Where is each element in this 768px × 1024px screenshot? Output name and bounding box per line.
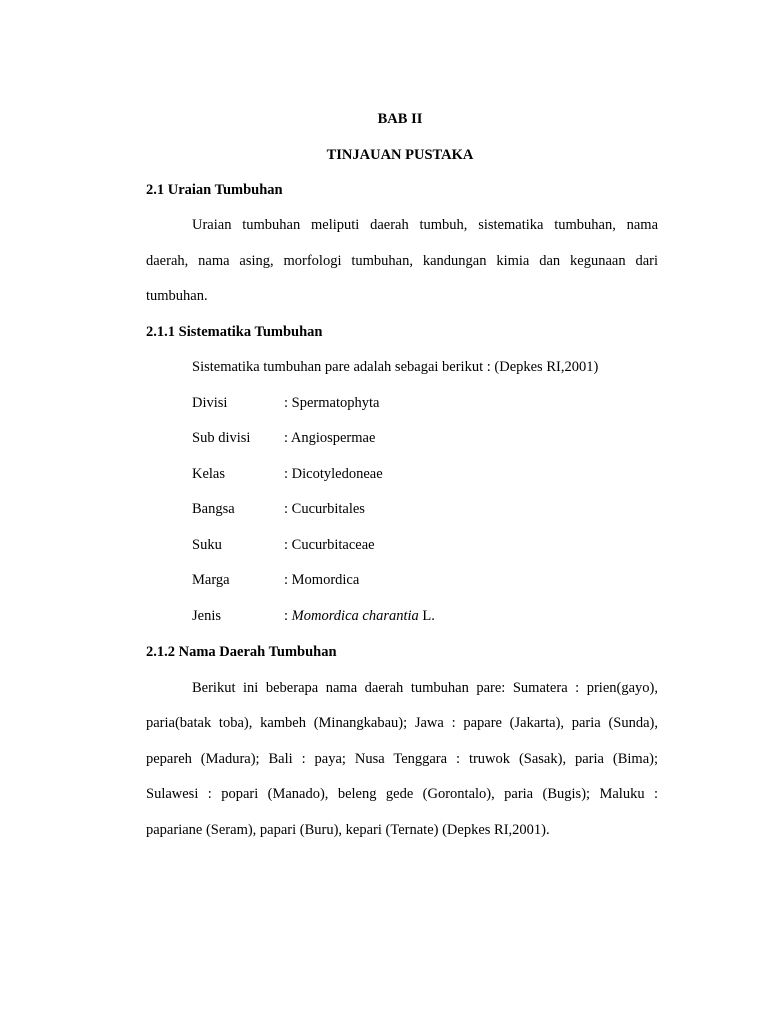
species-author: L. [418, 608, 435, 624]
rank-label: Kelas [192, 466, 226, 482]
rank-value: : Angiospermae [284, 430, 376, 446]
paragraph-line: daerah, nama asing, morfologi tumbuhan, kandungan kimia dan kegunaan dari [146, 253, 658, 269]
chapter-number: BAB II [377, 111, 423, 127]
rank-value: : Cucurbitaceae [284, 537, 375, 553]
rank-value: : Dicotyledoneae [284, 466, 383, 482]
paragraph-line: Uraian tumbuhan meliputi daerah tumbuh, sistematika tumbuhan, nama [192, 217, 658, 233]
section-heading-2-1-1: 2.1.1 Sistematika Tumbuhan [146, 324, 323, 340]
rank-value: : Cucurbitales [284, 501, 365, 517]
rank-label: Divisi [192, 395, 228, 411]
classification-intro: Sistematika tumbuhan pare adalah sebagai berikut : (Depkes RI,2001) [192, 359, 599, 375]
rank-label: Marga [192, 572, 230, 588]
rank-label: Jenis [192, 608, 221, 624]
chapter-title: TINJAUAN PUSTAKA [326, 147, 474, 163]
paragraph-line: Berikut ini beberapa nama daerah tumbuhan pare: Sumatera : prien(gayo), [192, 680, 658, 696]
paragraph-line: papariane (Seram), papari (Buru), kepari (Ternate) (Depkes RI,2001). [146, 822, 550, 838]
species-name: Momordica charantia [291, 608, 419, 624]
rank-label: Bangsa [192, 501, 235, 517]
paragraph-line: Sulawesi : popari (Manado), beleng gede (Gorontalo), paria (Bugis); Maluku : [146, 786, 658, 802]
paragraph-line: tumbuhan. [146, 288, 208, 304]
rank-value: : Momordica [284, 572, 360, 588]
section-heading-2-1: 2.1 Uraian Tumbuhan [146, 182, 283, 198]
rank-label: Sub divisi [192, 430, 251, 446]
rank-value-species [284, 607, 435, 625]
section-heading-2-1-2: 2.1.2 Nama Daerah Tumbuhan [146, 644, 337, 660]
species-prefix: : [284, 608, 292, 624]
rank-label: Suku [192, 537, 222, 553]
paragraph-line: pepareh (Madura); Bali : paya; Nusa Tenggara : truwok (Sasak), paria (Bima); [146, 751, 658, 767]
rank-value: : Spermatophyta [284, 395, 380, 411]
paragraph-line: paria(batak toba), kambeh (Minangkabau); Jawa : papare (Jakarta), paria (Sunda), [146, 715, 658, 731]
